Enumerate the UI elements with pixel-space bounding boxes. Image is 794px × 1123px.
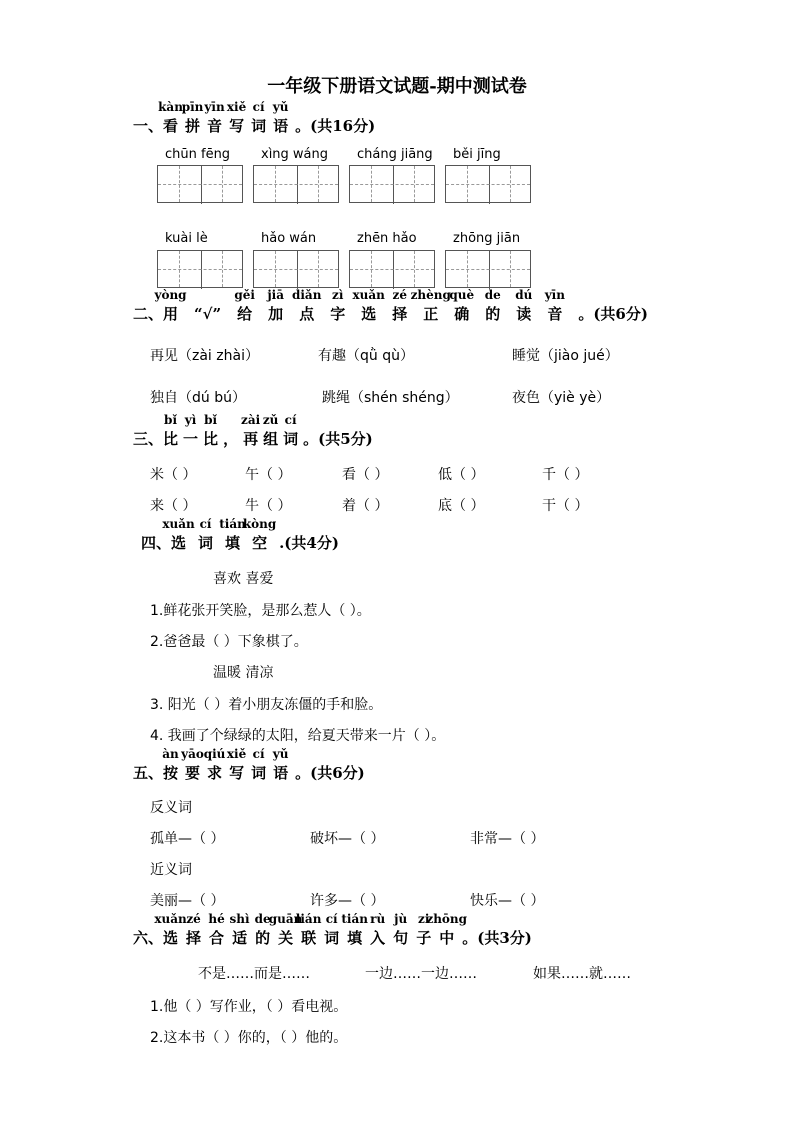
heading-char-pinyin: tián [341, 912, 368, 926]
heading-char-text: 中 [439, 929, 455, 947]
heading-char-text: 语 [273, 117, 289, 135]
heading-char-text: 词 [324, 929, 340, 947]
heading-char-text: 写 [229, 764, 245, 782]
heading-char [162, 517, 195, 553]
heading-char-text: 联 [301, 929, 317, 947]
heading-char [262, 413, 279, 449]
section-number: 二、 [133, 305, 164, 323]
heading-char-pinyin: cí [325, 912, 338, 926]
heading-char [251, 100, 267, 136]
section-5-heading [133, 747, 365, 783]
heading-char-pinyin: de [484, 288, 501, 302]
section-number: 五、 [133, 764, 164, 782]
heading-char-pinyin: qiú [203, 747, 226, 761]
heading-char-pinyin: xiě [226, 747, 247, 761]
heading-char [229, 912, 250, 948]
heading-char-pinyin: zé [186, 912, 201, 926]
heading-char [416, 912, 432, 948]
heading-char-pinyin: xuǎn [352, 288, 385, 302]
heading-char-pinyin: diǎn [291, 288, 322, 302]
heading-char-pinyin: jiā [267, 288, 285, 302]
heading-char [242, 517, 277, 553]
heading-char-pinyin: kòng [242, 517, 277, 531]
reading-item: 再见（zài zhài） [150, 348, 259, 364]
heading-char [324, 912, 340, 948]
heading-char-text: 填 [225, 534, 241, 552]
word-item: 许多—（ ） [310, 893, 385, 909]
heading-char-pinyin: zé [392, 288, 407, 302]
heading-char-pinyin: yǔ [272, 100, 289, 114]
word-choices: 温暖 清凉 [213, 665, 274, 681]
heading-char [203, 747, 226, 783]
heading-char-text: 适 [232, 929, 248, 947]
antonym-label: 反义词 [150, 800, 192, 816]
section-6-score: 。(共3分) [462, 929, 532, 947]
section-2-chars [154, 288, 578, 323]
heading-char [341, 912, 368, 948]
heading-char [219, 517, 246, 553]
section-number: 三、 [133, 430, 164, 448]
compare-item: 米（ ） [150, 467, 197, 483]
heading-char-pinyin: zǔ [262, 413, 279, 427]
compare-item: 低（ ） [438, 467, 485, 483]
pinyin-label: hǎo wán [261, 231, 317, 246]
compare-item: 底（ ） [438, 498, 485, 514]
heading-char-pinyin: bǐ [204, 413, 218, 427]
heading-char-text: 给 [237, 305, 253, 323]
heading-char-text: ， [223, 430, 239, 448]
writing-box[interactable] [445, 250, 531, 288]
compare-item: 看（ ） [342, 467, 389, 483]
section-number: 四、 [141, 534, 172, 552]
heading-char [251, 747, 267, 783]
pinyin-label: chūn fēng [165, 147, 231, 162]
heading-char [186, 912, 202, 948]
heading-char-pinyin: pīn [181, 100, 204, 114]
heading-char [392, 288, 408, 324]
heading-char [515, 288, 533, 324]
conjunction-choice: 如果……就…… [533, 966, 631, 982]
reading-item: 睡觉（jiào jué） [512, 348, 619, 364]
heading-char-pinyin: zhèng [410, 288, 451, 302]
heading-char-text: 按 [163, 764, 179, 782]
pinyin-label: cháng jiāng [357, 147, 433, 162]
heading-char-text: 句 [393, 929, 409, 947]
reading-item: 夜色（yiè yè） [512, 390, 611, 406]
heading-char-text: 空 [252, 534, 268, 552]
question: 2.这本书（ ）你的，（ ）他的。 [150, 1030, 348, 1046]
question: 4. 我画了个绿绿的太阳，给夏天带来一片（ ）。 [150, 728, 446, 744]
heading-char-pinyin: yì [184, 413, 197, 427]
heading-char [272, 747, 289, 783]
heading-char [223, 428, 238, 449]
writing-box[interactable] [349, 250, 435, 288]
heading-char [194, 305, 221, 323]
heading-char-pinyin: què [449, 288, 475, 302]
heading-char-text: 读 [516, 305, 532, 323]
heading-char-text: 的 [485, 305, 501, 323]
heading-char [234, 288, 255, 324]
heading-char [198, 517, 214, 553]
heading-char-pinyin: tián [219, 517, 246, 531]
heading-char-text: 词 [283, 430, 299, 448]
word-choices: 喜欢 喜爱 [213, 571, 274, 587]
heading-char-text: 写 [229, 117, 245, 135]
section-number: 一、 [133, 117, 164, 135]
heading-char-pinyin: xuǎn [154, 912, 187, 926]
heading-char [226, 747, 247, 783]
heading-char-text: 音 [547, 305, 563, 323]
heading-char-text: 子 [416, 929, 432, 947]
compare-item: 牛（ ） [245, 498, 292, 514]
heading-char-text: 择 [392, 305, 408, 323]
heading-char-text: 组 [263, 430, 279, 448]
heading-char-pinyin: yīn [544, 288, 565, 302]
heading-char-pinyin: de [254, 912, 271, 926]
page-title: 一年级下册语文试题-期中测试卷 [267, 76, 527, 97]
pinyin-label: zhōng jiān [453, 231, 521, 246]
compare-item: 来（ ） [150, 498, 197, 514]
section-6-chars [154, 912, 468, 947]
word-item: 孤单—（ ） [150, 831, 225, 847]
heading-char [154, 288, 187, 324]
writing-box[interactable] [253, 250, 339, 288]
section-3-score: 。(共5分) [303, 430, 373, 448]
heading-char-text: 合 [209, 929, 225, 947]
heading-char-text: 入 [370, 929, 386, 947]
heading-char-pinyin: yāo [181, 747, 204, 761]
heading-char [268, 912, 303, 948]
heading-char-text: 音 [207, 117, 223, 135]
heading-char-text: 求 [207, 764, 223, 782]
heading-char-pinyin: bǐ [164, 413, 177, 427]
heading-char-text: 选 [171, 534, 187, 552]
heading-char [158, 100, 183, 136]
section-1-score: 。(共16分) [295, 117, 376, 135]
heading-char [393, 912, 409, 948]
heading-char [267, 288, 285, 324]
heading-char-pinyin: dú [515, 288, 533, 302]
heading-char-text: 看 [163, 117, 179, 135]
compare-item: 着（ ） [342, 498, 389, 514]
heading-char [154, 912, 187, 948]
heading-char-pinyin: yǔ [272, 747, 289, 761]
heading-char-pinyin: jù [394, 912, 408, 926]
section-3-heading [133, 413, 373, 449]
writing-box[interactable] [253, 165, 339, 203]
section-6-heading [133, 912, 532, 948]
heading-char-pinyin: zài [241, 413, 261, 427]
heading-char [162, 747, 179, 783]
heading-char-text: 点 [299, 305, 315, 323]
compare-item: 千（ ） [542, 467, 589, 483]
section-4-chars [162, 517, 279, 552]
heading-char-pinyin: zì [332, 288, 344, 302]
heading-char-pinyin: yòng [154, 288, 187, 302]
heading-char [544, 288, 565, 324]
heading-char-text: 正 [423, 305, 439, 323]
word-item: 非常—（ ） [470, 831, 545, 847]
heading-char-text: 确 [454, 305, 470, 323]
conjunction-choice: 不是……而是…… [198, 966, 310, 982]
heading-char-text: 关 [278, 929, 294, 947]
heading-char-text: 词 [251, 764, 267, 782]
heading-char-text: 语 [273, 764, 289, 782]
heading-char [370, 912, 386, 948]
section-1-chars [158, 100, 295, 135]
heading-char [272, 100, 289, 136]
writing-box[interactable] [349, 165, 435, 203]
heading-char [283, 413, 299, 449]
heading-char-text: 要 [185, 764, 201, 782]
heading-char-pinyin: xuǎn [162, 517, 195, 531]
pinyin-label: běi jīng [453, 147, 501, 162]
heading-char [254, 912, 271, 948]
heading-char [410, 288, 451, 324]
section-4-score: .(共4分) [279, 534, 339, 552]
heading-char [208, 912, 225, 948]
section-5-chars [162, 747, 295, 782]
heading-char-text: 加 [268, 305, 284, 323]
heading-char [291, 288, 322, 324]
section-2-heading [133, 288, 648, 324]
heading-char [181, 100, 204, 136]
heading-char-pinyin: zi [418, 912, 430, 926]
question: 1.鲜花张开笑脸，是那么惹人（ ）。 [150, 603, 371, 619]
section-5-score: 。(共6分) [295, 764, 365, 782]
heading-char-text: 填 [347, 929, 363, 947]
section-number: 六、 [133, 929, 164, 947]
synonym-label: 近义词 [150, 862, 192, 878]
heading-char-text: 一 [183, 430, 199, 448]
pinyin-label: zhēn hǎo [357, 231, 417, 246]
word-item: 快乐—（ ） [470, 893, 545, 909]
pinyin-label: kuài lè [165, 231, 208, 246]
heading-char [226, 100, 247, 136]
heading-char-text: “√” [194, 305, 222, 323]
heading-char-text: 再 [243, 430, 259, 448]
heading-char-pinyin: cí [252, 747, 265, 761]
heading-char-pinyin: shì [229, 912, 250, 926]
reading-item: 独自（dú bú） [150, 390, 246, 406]
heading-char [449, 288, 475, 324]
section-2-score: 。(共6分) [578, 305, 648, 323]
heading-char-text: 词 [251, 117, 267, 135]
question: 2.爸爸最（ ）下象棋了。 [150, 634, 308, 650]
heading-char [426, 912, 468, 948]
heading-char-pinyin: cí [199, 517, 212, 531]
compare-item: 干（ ） [542, 498, 589, 514]
heading-char-pinyin: guān [268, 912, 303, 926]
heading-char-pinyin: rù [370, 912, 386, 926]
heading-char-pinyin: xiě [226, 100, 247, 114]
question: 3. 阳光（ ）着小朋友冻僵的手和脸。 [150, 697, 383, 713]
word-item: 破坏—（ ） [310, 831, 385, 847]
heading-char [484, 288, 501, 324]
heading-char-pinyin: gěi [234, 288, 255, 302]
heading-char-pinyin: kàn [158, 100, 183, 114]
heading-char [330, 288, 346, 324]
word-item: 美丽—（ ） [150, 893, 225, 909]
heading-char [183, 413, 199, 449]
section-3-chars [163, 413, 303, 448]
section-4-heading [141, 517, 339, 553]
heading-char-text: 比 [203, 430, 219, 448]
compare-item: 午（ ） [245, 467, 292, 483]
reading-item: 跳绳（shén shéng） [322, 390, 459, 406]
heading-char-text: 词 [198, 534, 214, 552]
heading-char-text: 比 [163, 430, 179, 448]
reading-item: 有趣（qǜ qù） [318, 348, 414, 364]
heading-char-pinyin: àn [162, 747, 179, 761]
heading-char [241, 413, 261, 449]
heading-char-text: 择 [186, 929, 202, 947]
writing-box[interactable] [157, 165, 243, 203]
heading-char-text: 的 [255, 929, 271, 947]
heading-char-text: 字 [330, 305, 346, 323]
heading-char [203, 413, 219, 449]
heading-char-text: 用 [163, 305, 179, 323]
heading-char [352, 288, 385, 324]
heading-char-text: 拼 [185, 117, 201, 135]
heading-char [295, 912, 322, 948]
heading-char-pinyin: lián [295, 912, 322, 926]
heading-char-text: 选 [163, 929, 179, 947]
heading-char-pinyin: yīn [204, 100, 225, 114]
conjunction-choice: 一边……一边…… [365, 966, 477, 982]
question: 1.他（ ）写作业，（ ）看电视。 [150, 999, 348, 1015]
pinyin-label: xìng wáng [261, 147, 329, 162]
heading-char [204, 100, 225, 136]
section-1-heading [133, 100, 376, 136]
writing-box[interactable] [157, 250, 243, 288]
heading-char-pinyin: zhōng [426, 912, 468, 926]
heading-char-pinyin: cí [284, 413, 297, 427]
heading-char [163, 413, 179, 449]
heading-char-pinyin: hé [208, 912, 225, 926]
heading-char [181, 747, 204, 783]
heading-char-text: 选 [361, 305, 377, 323]
heading-char-pinyin: cí [252, 100, 265, 114]
writing-box[interactable] [445, 165, 531, 203]
